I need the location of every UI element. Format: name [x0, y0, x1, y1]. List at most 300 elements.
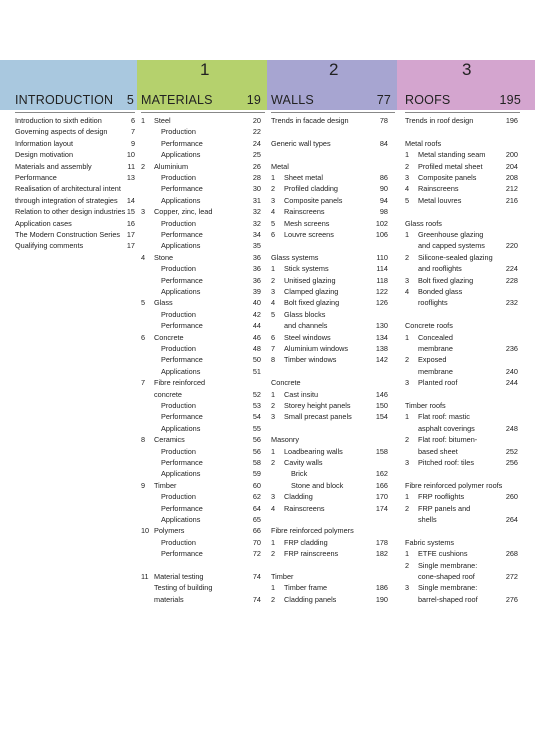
toc-entry-page: 224: [505, 264, 518, 274]
toc-entry-label: Production: [161, 492, 196, 502]
toc-entry-label: Glass systems: [271, 252, 319, 262]
toc-entry: [405, 503, 518, 514]
toc-entry-page: 84: [379, 138, 388, 148]
intro-header: [15, 90, 137, 110]
toc-entry-label: Information layout: [15, 138, 74, 148]
toc-entry-number: 8: [271, 355, 276, 365]
toc-entry-label: cone-shaped roof: [418, 572, 475, 581]
toc-entry-page: 59: [252, 469, 261, 479]
toc-entry-page: 28: [252, 173, 261, 182]
toc-entry-label: Clamped glazing: [284, 287, 339, 296]
toc-entry-label: Timber: [154, 480, 177, 490]
toc-entry-number: 3: [271, 195, 276, 205]
toc-entry-number: 3: [405, 275, 410, 285]
toc-entry-label: Flat roof: mastic: [418, 412, 470, 422]
toc-entry-number: 2: [271, 549, 276, 559]
toc-entry: [271, 218, 388, 229]
toc-entry: [405, 161, 518, 172]
toc-entry-number: 4: [405, 287, 410, 296]
toc-entry-label: Performance: [161, 412, 203, 422]
toc-entry-page: 24: [252, 138, 261, 148]
intro-title: INTRODUCTION: [15, 93, 114, 107]
toc-entry-page: 228: [505, 275, 518, 285]
toc-entry-page: 190: [375, 594, 388, 604]
toc-entry-page: 98: [379, 207, 388, 217]
toc-entry-page: 53: [252, 401, 261, 410]
toc-entry-label: Storey height panels: [284, 401, 351, 410]
toc-entry-label: Timber: [271, 572, 294, 581]
toc-entry-page: 212: [505, 184, 518, 194]
toc-entry-page: 240: [505, 366, 518, 376]
toc-entry: [271, 263, 388, 274]
toc-entry: [271, 229, 388, 240]
toc-entry: [141, 229, 261, 240]
toc-entry-label: Bolt fixed glazing: [284, 298, 340, 308]
toc-entry-label: Sheet metal: [284, 173, 323, 182]
toc-entry: [141, 582, 261, 593]
toc-entry-page: 30: [252, 184, 261, 194]
toc-entry: [141, 206, 261, 217]
toc-entry-number: 8: [141, 435, 146, 445]
toc-entry-label: Composite panels: [284, 195, 343, 205]
toc-entry: [271, 571, 388, 582]
toc-entry-number: 4: [141, 252, 146, 262]
toc-entry: [271, 434, 388, 445]
toc-entry-label: Stone: [154, 252, 174, 262]
toc-entry-number: 9: [141, 480, 146, 490]
toc-entry-page: 90: [379, 184, 388, 194]
toc-entry: [271, 275, 388, 286]
toc-entry-number: 1: [141, 116, 146, 125]
toc-entry-label: Fibre reinforced: [154, 378, 206, 388]
toc-entry: [405, 571, 518, 582]
toc-entry-number: 3: [405, 173, 410, 182]
toc-entry: [405, 594, 518, 605]
toc-entry-page: 268: [505, 549, 518, 559]
toc-entry-number: 2: [405, 252, 410, 262]
toc-entry-label: shells: [418, 515, 437, 524]
toc-entry-label: Aluminium windows: [284, 344, 349, 353]
toc-entry: [141, 389, 261, 400]
toc-entry-label: Steel: [154, 116, 171, 125]
toc-entry: [405, 537, 518, 548]
toc-entry-page: 35: [252, 241, 261, 251]
toc-entry-label: Testing of building: [154, 583, 213, 593]
toc-entry: [405, 229, 518, 240]
toc-entry-label: barrel-shaped roof: [418, 594, 478, 604]
toc-entry-page: 58: [252, 458, 261, 467]
walls-rule: [271, 112, 395, 113]
toc-entry: [405, 377, 518, 388]
toc-entry: [405, 240, 518, 251]
toc-entry-label: Timber windows: [284, 355, 337, 365]
toc-entry: [271, 377, 388, 388]
toc-entry-page: 236: [505, 344, 518, 353]
toc-entry-page: 11: [127, 161, 135, 171]
toc-entry-page: 52: [252, 389, 261, 399]
toc-entry: [15, 240, 135, 251]
toc-entry: [405, 480, 518, 491]
toc-entry-page: 17: [126, 230, 135, 239]
toc-entry: [141, 354, 261, 365]
toc-entry: [141, 275, 261, 286]
toc-entry-label: concrete: [154, 389, 182, 399]
toc-entry-page: 42: [252, 309, 261, 319]
roofs-section-number: 3: [462, 60, 472, 79]
toc-entry: [405, 354, 518, 365]
toc-entry-page: 17: [126, 241, 135, 251]
toc-entry-page: 31: [252, 195, 261, 205]
toc-entry-label: Fibre reinforced polymers: [271, 526, 354, 536]
toc-entry: [141, 434, 261, 445]
toc-entry-label: Rainscreens: [284, 207, 325, 217]
materials-section-number: 1: [200, 60, 210, 79]
toc-entry: [15, 229, 135, 240]
toc-entry-label: Bolt fixed glazing: [418, 275, 474, 285]
toc-entry-page: 74: [252, 594, 261, 604]
toc-entry: [141, 195, 261, 206]
toc-entry-page: 122: [375, 287, 388, 296]
toc-entry-page: 248: [505, 423, 518, 433]
toc-entry-label: FRP rooflights: [418, 492, 465, 502]
toc-entry: [141, 297, 261, 308]
toc-entry: [141, 138, 261, 149]
toc-entry-number: 1: [271, 583, 276, 593]
toc-entry-page: 138: [375, 344, 388, 353]
toc-entry: [141, 411, 261, 422]
toc-entry-number: 1: [271, 446, 276, 456]
toc-entry-label: Pitched roof: tiles: [418, 458, 474, 467]
toc-entry: [15, 149, 135, 160]
toc-entry-label: Applications: [161, 287, 201, 296]
toc-entry-label: Fabric systems: [405, 537, 455, 547]
toc-entry-label: Concealed: [418, 332, 453, 342]
toc-entry: [405, 457, 518, 468]
toc-entry-label: Single membrane:: [418, 560, 478, 570]
walls-section-number: 2: [329, 60, 339, 79]
toc-entry-number: 2: [405, 355, 410, 365]
toc-entry-label: Relation to other design industries: [15, 207, 126, 217]
materials-header: [141, 90, 267, 110]
toc-entry-page: 146: [375, 389, 388, 399]
toc-entry: [271, 309, 388, 320]
toc-entry-page: 26: [252, 161, 261, 171]
toc-entry-number: 4: [271, 207, 276, 217]
toc-entry: [405, 218, 518, 229]
intro-page: 5: [126, 93, 134, 107]
toc-entry-label: Rainscreens: [284, 503, 325, 513]
toc-entry-label: Performance: [15, 173, 57, 182]
toc-entry-label: Applications: [161, 366, 201, 376]
toc-entry-label: Louvre screens: [284, 230, 334, 239]
toc-entry: [141, 594, 261, 605]
toc-entry: [405, 263, 518, 274]
toc-entry: [141, 149, 261, 160]
toc-entry-page: 170: [375, 492, 388, 502]
toc-entry-number: 2: [271, 458, 276, 467]
toc-entry-number: 2: [405, 161, 410, 171]
toc-entry-number: 1: [405, 230, 410, 239]
toc-entry: [405, 491, 518, 502]
toc-entry: [141, 377, 261, 388]
toc-entry-label: membrane: [418, 344, 453, 353]
toc-entry-page: 166: [375, 480, 388, 490]
toc-entry-page: 32: [252, 207, 261, 217]
toc-entry-number: 1: [271, 537, 276, 547]
toc-entry: [141, 161, 261, 172]
toc-entry-page: 25: [252, 150, 261, 160]
toc-entry: [271, 172, 388, 183]
toc-entry: [405, 411, 518, 422]
toc-entry: [15, 195, 135, 206]
toc-entry-label: Metal: [271, 161, 289, 171]
toc-entry-page: 55: [252, 423, 261, 433]
toc-entry-number: 3: [141, 207, 146, 217]
toc-entry-page: 232: [505, 298, 518, 308]
toc-entry-label: membrane: [418, 366, 453, 376]
toc-entry-number: 11: [141, 572, 149, 581]
toc-entry-label: Trends in facade design: [271, 116, 349, 125]
toc-entry-number: 1: [405, 150, 410, 160]
toc-entry-label: Production: [161, 401, 196, 410]
toc-entry-page: 220: [505, 241, 518, 251]
toc-entry: [141, 480, 261, 491]
toc-entry: [271, 548, 388, 559]
roofs-header: [405, 90, 535, 110]
intro-rule: [15, 112, 135, 113]
toc-entry-label: Bonded glass: [418, 287, 463, 296]
toc-entry-label: Profiled metal sheet: [418, 161, 483, 171]
toc-entry: [141, 240, 261, 251]
toc-entry-page: 62: [252, 492, 261, 502]
toc-entry-page: 74: [252, 572, 261, 581]
toc-entry-label: Cladding: [284, 492, 313, 502]
toc-entry-page: 272: [505, 572, 518, 581]
toc-entry-label: Performance: [161, 184, 203, 194]
toc-entry-label: Performance: [161, 275, 203, 285]
toc-entry-label: Production: [161, 446, 196, 456]
toc-entry-label: Applications: [161, 515, 201, 524]
materials-rule: [141, 112, 265, 113]
toc-entry-page: 154: [375, 412, 388, 422]
toc-entry-number: 1: [271, 264, 276, 274]
toc-entry-number: 5: [271, 309, 276, 319]
toc-entry-number: 4: [271, 298, 276, 308]
toc-entry: [141, 537, 261, 548]
toc-entry: [271, 537, 388, 548]
toc-entry-label: Performance: [161, 503, 203, 513]
toc-entry-page: 162: [375, 469, 388, 479]
toc-entry-label: Metal roofs: [405, 138, 442, 148]
toc-entry-label: Application cases: [15, 218, 72, 228]
toc-entry-page: 102: [375, 218, 388, 228]
toc-entry-label: Cast insitu: [284, 389, 319, 399]
toc-entry-label: Masonry: [271, 435, 299, 445]
toc-entry: [271, 411, 388, 422]
toc-entry-label: Material testing: [154, 572, 204, 581]
toc-entry-label: Metal louvres: [418, 195, 462, 205]
toc-entry: [405, 332, 518, 343]
walls-header: [271, 90, 397, 110]
toc-entry-page: 134: [375, 332, 388, 342]
toc-entry-label: Mesh screens: [284, 218, 330, 228]
toc-entry-label: Introduction to sixth edition: [15, 116, 102, 125]
toc-entry-label: Governing aspects of design: [15, 127, 108, 137]
toc-entry-page: 158: [375, 446, 388, 456]
toc-entry: [141, 218, 261, 229]
toc-entry-number: 1: [405, 412, 410, 422]
toc-entry-number: 2: [405, 503, 410, 513]
toc-entry-label: Performance: [161, 458, 203, 467]
toc-entry-number: 3: [405, 458, 410, 467]
toc-entry: [271, 503, 388, 514]
toc-entry-number: 1: [405, 492, 410, 502]
toc-entry: [271, 468, 388, 479]
toc-entry: [141, 126, 261, 137]
toc-entry-number: 3: [271, 492, 276, 502]
toc-entry-label: Design motivation: [15, 150, 73, 160]
toc-entry: [271, 183, 388, 194]
toc-entry: [141, 172, 261, 183]
toc-entry-page: 94: [379, 195, 388, 205]
toc-entry-page: 118: [376, 275, 388, 285]
toc-entry-page: 20: [252, 116, 261, 125]
toc-entry: [15, 161, 135, 172]
toc-entry: [15, 172, 135, 183]
toc-entry-page: 110: [376, 252, 388, 262]
toc-entry: [271, 297, 388, 308]
toc-entry-page: 276: [505, 594, 518, 604]
toc-entry-label: Single membrane:: [418, 583, 478, 593]
toc-entry: [271, 343, 388, 354]
toc-entry: [405, 582, 518, 593]
toc-entry-label: Cavity walls: [284, 458, 323, 467]
toc-entry: [141, 423, 261, 434]
toc-entry: [141, 571, 261, 582]
toc-entry-label: Copper, zinc, lead: [154, 207, 213, 217]
toc-entry-label: Timber roofs: [405, 401, 446, 410]
toc-entry-page: 66: [252, 526, 261, 536]
toc-entry: [141, 183, 261, 194]
toc-entry-number: 6: [141, 332, 146, 342]
toc-entry-number: 3: [405, 583, 410, 593]
toc-entry-label: Glass: [154, 298, 173, 308]
toc-entry-page: 51: [252, 366, 261, 376]
toc-entry-page: 13: [126, 173, 135, 182]
toc-entry: [141, 503, 261, 514]
toc-entry-page: 106: [375, 230, 388, 239]
toc-entry-label: The Modern Construction Series: [15, 230, 121, 239]
toc-entry-number: 3: [271, 287, 276, 296]
toc-entry-label: Small precast panels: [284, 412, 352, 422]
toc-entry-number: 2: [405, 435, 410, 445]
toc-entry-number: 1: [271, 389, 276, 399]
toc-entry-page: 9: [130, 138, 135, 148]
toc-entry-label: based sheet: [418, 446, 458, 456]
toc-entry-page: 260: [505, 492, 518, 502]
toc-entry-label: and rooflights: [418, 264, 462, 274]
toc-entry: [141, 320, 261, 331]
toc-entry-number: 4: [271, 503, 276, 513]
walls-title: WALLS: [271, 93, 314, 107]
toc-entry: [271, 286, 388, 297]
toc-entry-number: 1: [405, 549, 410, 559]
toc-entry-label: Trends in roof design: [405, 116, 474, 125]
toc-entry: [405, 343, 518, 354]
toc-entry-page: 34: [252, 230, 261, 239]
toc-entry: [271, 354, 388, 365]
toc-entry: [141, 252, 261, 263]
toc-entry-label: Applications: [161, 150, 201, 160]
toc-entry-label: Steel windows: [284, 332, 331, 342]
toc-entry-label: Silicone-sealed glazing: [418, 252, 493, 262]
materials-page: 19: [246, 93, 261, 107]
toc-entry-label: Timber frame: [284, 583, 328, 593]
toc-entry-number: 1: [271, 173, 276, 182]
toc-entry-page: 36: [252, 264, 261, 274]
toc-entry: [15, 218, 135, 229]
toc-entry: [405, 446, 518, 457]
toc-entry: [141, 491, 261, 502]
toc-entry-number: 2: [271, 594, 276, 604]
toc-entry-label: Unitised glazing: [284, 275, 336, 285]
toc-entry-page: 216: [505, 195, 518, 205]
toc-entry-label: Realisation of architectural intent: [15, 184, 121, 194]
toc-entry-label: Production: [161, 309, 196, 319]
toc-entry: [141, 115, 261, 126]
toc-entry-label: Glass roofs: [405, 218, 442, 228]
toc-entry: [271, 332, 388, 343]
toc-entry-number: 5: [405, 195, 410, 205]
toc-entry: [405, 195, 518, 206]
toc-entry-page: 44: [252, 321, 261, 331]
toc-entry-label: Flat roof: bitumen-: [418, 435, 478, 445]
toc-entry: [15, 115, 135, 126]
toc-entry-page: 48: [252, 344, 261, 353]
toc-entry: [141, 514, 261, 525]
toc-entry-label: Concrete: [154, 332, 184, 342]
toc-entry-page: 10: [126, 150, 135, 160]
toc-entry-page: 56: [252, 446, 261, 456]
toc-entry: [271, 457, 388, 468]
toc-entry: [405, 297, 518, 308]
toc-entry-page: 126: [375, 298, 388, 308]
materials-title: MATERIALS: [141, 93, 213, 107]
toc-entry-label: Profiled cladding: [284, 184, 338, 194]
toc-entry: [141, 309, 261, 320]
toc-entry-page: 14: [126, 195, 135, 205]
toc-entry-page: 54: [252, 412, 261, 422]
toc-entry-label: Generic wall types: [271, 138, 331, 148]
toc-entry: [141, 263, 261, 274]
toc-entry-page: 78: [379, 116, 388, 125]
toc-entry: [141, 286, 261, 297]
toc-entry-label: Loadbearing walls: [284, 446, 343, 456]
toc-entry: [141, 457, 261, 468]
toc-entry-page: 36: [252, 275, 261, 285]
toc-entry-label: Planted roof: [418, 378, 458, 388]
toc-entry-page: 178: [375, 537, 388, 547]
toc-entry-label: Polymers: [154, 526, 185, 536]
walls-page: 77: [376, 93, 391, 107]
toc-entry-page: 7: [130, 127, 135, 137]
toc-entry-number: 1: [405, 332, 410, 342]
toc-entry-label: Performance: [161, 138, 203, 148]
toc-entry-page: 86: [379, 173, 388, 182]
toc-entry: [405, 286, 518, 297]
toc-entry: [405, 183, 518, 194]
toc-entry-page: 256: [505, 458, 518, 467]
